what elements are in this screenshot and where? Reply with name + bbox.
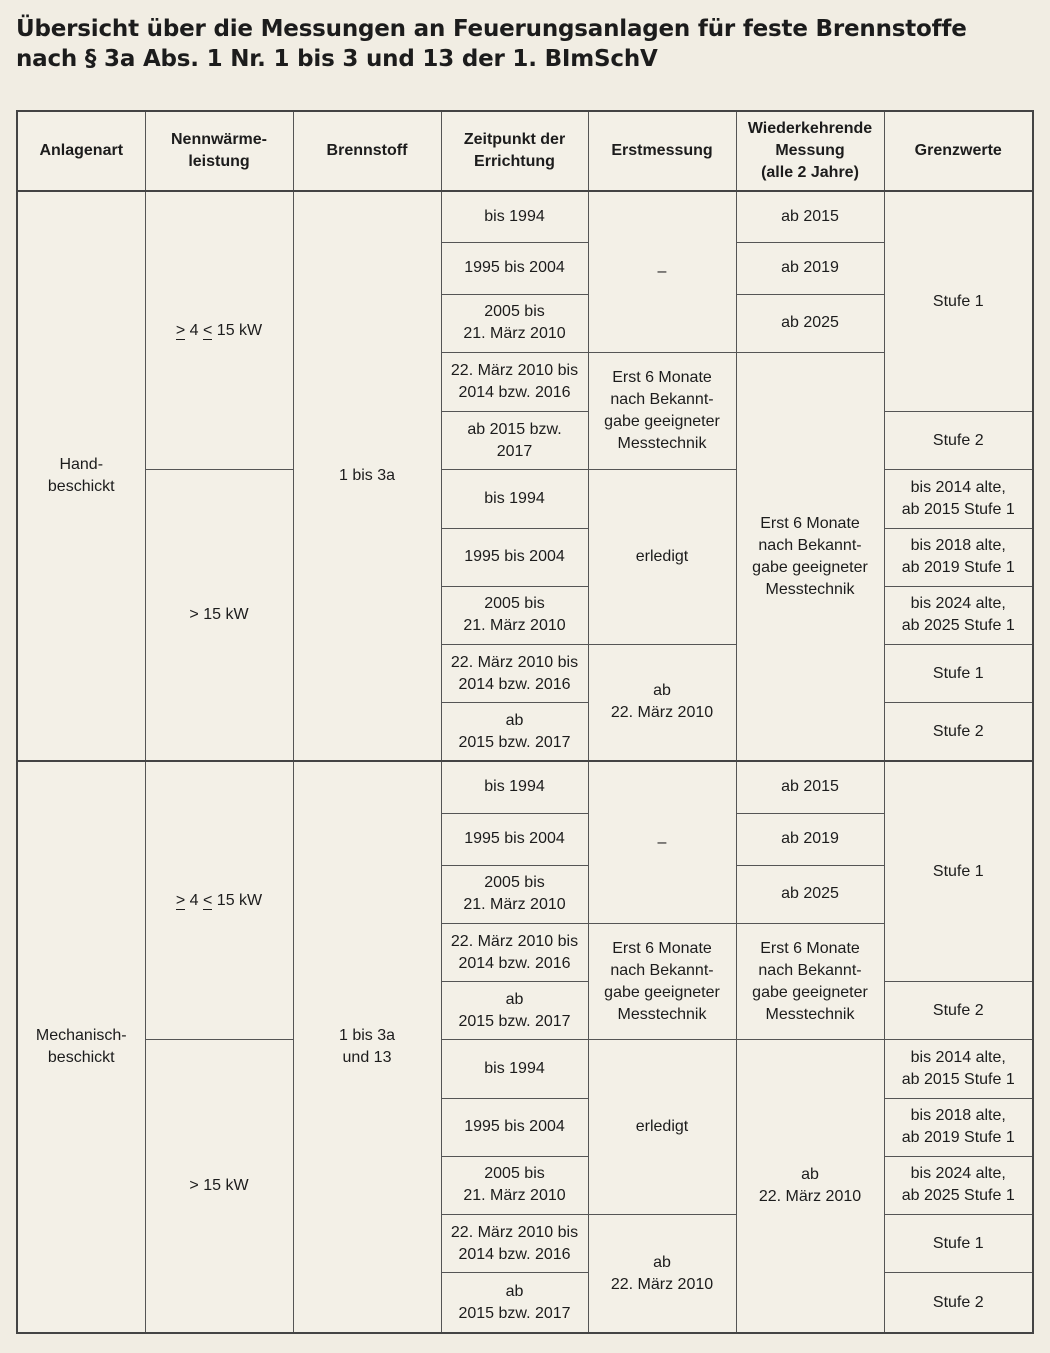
erstmessung-cell: – [588,761,736,924]
zeit-cell: 1995 bis 2004 [441,528,588,586]
erstmessung-cell: Erst 6 Monate nach Bekannt- gabe geeigneter Messtechnik [588,353,736,470]
header-brennstoff: Brennstoff [293,111,441,191]
grenzwert-cell: Stufe 2 [884,412,1033,470]
zeit-cell: 1995 bis 2004 [441,242,588,294]
erstmessung-cell: Erst 6 Monate nach Bekannt- gabe geeigneter Messtechnik [588,924,736,1040]
grenzwert-cell: Stufe 1 [884,644,1033,702]
table-row [17,1040,1033,1098]
zeit-cell: bis 1994 [441,761,588,813]
grenzwert-cell: bis 2024 alte, ab 2025 Stufe 1 [884,586,1033,644]
zeit-cell: 22. März 2010 bis 2014 bzw. 2016 [441,1215,588,1273]
zeit-cell: 22. März 2010 bis 2014 bzw. 2016 [441,353,588,412]
wiederkehrend-cell: ab 2019 [736,242,884,294]
grenzwert-cell: Stufe 1 [884,1215,1033,1273]
wiederkehrend-cell: Erst 6 Monate nach Bekannt- gabe geeigneter Messtechnik [736,924,884,1040]
brennstoff-cell: 1 bis 3a und 13 [293,761,441,1333]
zeit-cell: ab 2015 bzw. 2017 [441,982,588,1040]
header-wiederkehrende-messung: Wiederkehrende Messung (alle 2 Jahre) [736,111,884,191]
group-mechanischbeschickt [17,761,1033,1333]
wiederkehrend-cell: ab 2015 [736,191,884,242]
grenzwert-cell: bis 2024 alte, ab 2025 Stufe 1 [884,1156,1033,1214]
erstmessung-cell: erledigt [588,470,736,645]
zeit-cell: 22. März 2010 bis 2014 bzw. 2016 [441,644,588,702]
grenzwert-cell: Stufe 1 [884,761,1033,982]
brennstoff-cell: 1 bis 3a [293,191,441,761]
leistung-cell: > 4 < 15 kW [145,761,293,1040]
zeit-cell: bis 1994 [441,1040,588,1098]
zeit-cell: bis 1994 [441,470,588,528]
leistung-cell: > 15 kW [145,470,293,761]
zeit-cell: 2005 bis 21. März 2010 [441,865,588,923]
grenzwert-cell: bis 2014 alte, ab 2015 Stufe 1 [884,1040,1033,1098]
table-row [17,191,1033,242]
wiederkehrend-cell: ab 2019 [736,813,884,865]
header-zeitpunkt: Zeitpunkt der Errichtung [441,111,588,191]
page-title [16,14,967,74]
zeit-cell: 2005 bis 21. März 2010 [441,294,588,352]
grenzwert-cell: bis 2018 alte, ab 2019 Stufe 1 [884,1098,1033,1156]
header-anlagenart: Anlagenart [17,111,145,191]
group-handbeschickt [17,191,1033,761]
zeit-cell: ab 2015 bzw. 2017 [441,703,588,761]
erstmessung-cell: erledigt [588,1040,736,1215]
erstmessung-cell: ab 22. März 2010 [588,1215,736,1333]
zeit-cell: 1995 bis 2004 [441,813,588,865]
grenzwert-cell: Stufe 1 [884,191,1033,412]
title-line-2: nach § 3a Abs. 1 Nr. 1 bis 3 und 13 der 1. BImSchV [16,46,658,72]
grenzwert-cell: bis 2018 alte, ab 2019 Stufe 1 [884,528,1033,586]
erstmessung-cell: – [588,191,736,353]
wiederkehrend-cell: ab 2015 [736,761,884,813]
grenzwert-cell: Stufe 2 [884,1273,1033,1333]
zeit-cell: 2005 bis 21. März 2010 [441,586,588,644]
erstmessung-cell: ab 22. März 2010 [588,644,736,761]
wiederkehrend-cell: ab 2025 [736,865,884,923]
wiederkehrend-cell: ab 22. März 2010 [736,1040,884,1333]
header-erstmessung: Erstmessung [588,111,736,191]
title-line-1: Übersicht über die Messungen an Feuerungsanlagen für feste Brennstoffe [16,16,967,42]
zeit-cell: ab 2015 bzw. 2017 [441,412,588,470]
leistung-cell: > 15 kW [145,1040,293,1333]
measurement-table [16,110,1034,1334]
anlagenart-cell: Hand- beschickt [17,191,145,761]
wiederkehrend-cell: ab 2025 [736,294,884,352]
anlagenart-cell: Mechanisch- beschickt [17,761,145,1333]
header-row [17,111,1033,191]
zeit-cell: 22. März 2010 bis 2014 bzw. 2016 [441,924,588,982]
header-grenzwerte: Grenzwerte [884,111,1033,191]
zeit-cell: 2005 bis 21. März 2010 [441,1156,588,1214]
wiederkehrend-cell: Erst 6 Monate nach Bekannt- gabe geeigneter Messtechnik [736,353,884,761]
zeit-cell: 1995 bis 2004 [441,1098,588,1156]
zeit-cell: ab 2015 bzw. 2017 [441,1273,588,1333]
grenzwert-cell: bis 2014 alte, ab 2015 Stufe 1 [884,470,1033,528]
zeit-cell: bis 1994 [441,191,588,242]
header-nennwaermeleistung: Nennwärme- leistung [145,111,293,191]
grenzwert-cell: Stufe 2 [884,982,1033,1040]
grenzwert-cell: Stufe 2 [884,703,1033,761]
leistung-cell: > 4 < 15 kW [145,191,293,470]
table-row [17,761,1033,813]
